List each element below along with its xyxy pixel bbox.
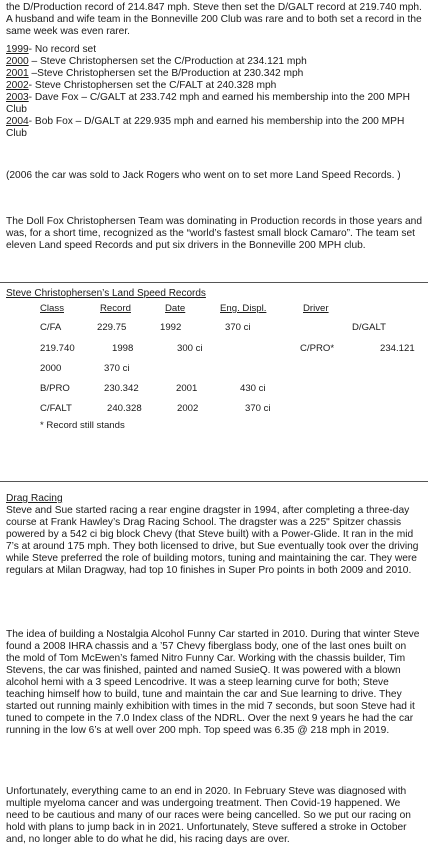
- table-cell: 234.121: [380, 343, 415, 354]
- drag-racing-heading: Drag Racing: [6, 493, 63, 504]
- table-cell: 300 ci: [177, 343, 203, 354]
- year-text: - Steve Christophersen set the C/FALT at 240.328 mph: [28, 80, 277, 91]
- year-label: 2003: [6, 92, 29, 103]
- records-table-title: Steve Christophersen’s Land Speed Records: [6, 288, 206, 299]
- team-text: The Doll Fox Christophersen Team was dominating in Production records in those years and was, for a short time, recognized as the “world’s fastest small block Camaro”. The team set eleven Land speed Records and put six drivers in the Bonneville 200 MPH club.: [6, 216, 423, 251]
- year-entry-1999: [6, 44, 422, 56]
- year-text: - Dave Fox – C/GALT at 233.742 mph and earned his membership into the 200 MPH Club: [6, 92, 410, 115]
- year-entry-2002: [6, 80, 422, 92]
- table-cell: 230.342: [104, 383, 139, 394]
- table-cell: 219.740: [40, 343, 75, 354]
- drag-racing-section: [6, 493, 422, 577]
- table-cell: 2002: [177, 403, 199, 414]
- table-cell: D/GALT: [352, 322, 386, 333]
- intro-paragraph: [6, 2, 422, 38]
- table-cell: 2001: [176, 383, 198, 394]
- sold-note-text: (2006 the car was sold to Jack Rogers who went on to set more Land Speed Records. ): [6, 170, 401, 181]
- table-cell: C/FA: [40, 322, 62, 333]
- year-text: – Steve Christophersen set the C/Production at 234.121 mph: [28, 56, 307, 67]
- funny-car-text: The idea of building a Nostalgia Alcohol Funny Car started in 2010. During that winter Steve found a 2008 IHRA chassis and a ’57 Chevy fiberglass body, one of the last ones built on the mold of Tom McEwen’s famed Nitro Funny Car. Working with the chassis builder, Tim Stevens, the car was finished, painted and named SusieQ. It was powered with a blown alcohol hemi with a 3 speed Lencodrive. It was a steep learning curve for both; Steve teaching himself how to build, tune and maintain the car and Sue learning to drive. They started out running mainly exhibition with times in the mid 7 seconds, but soon Steve had it tuned to compete in the 7.0 Index class of the NDRL. Over the next 9 years he had the car running in the low 6’s at well over 200 mph. Top speed was 6.35 @ 218 mph in 2019.: [6, 629, 420, 736]
- header-date: Date: [165, 303, 186, 314]
- header-driver: Driver: [303, 303, 329, 314]
- year-label: 2002: [6, 80, 29, 91]
- ending-text: Unfortunately, everything came to an end in 2020. In February Steve was diagnosed with multiple myeloma cancer and was undergoing treatment. Then Covid-19 happened. We need to be cautious and many of our races were being cancelled. So we put our racing on hold with plans to jump back in in 2021. Unfortunately, Steve suffered a stroke in October and, no longer able to do what he did, his racing days are over.: [6, 786, 411, 845]
- year-entry-2004: [6, 116, 422, 140]
- funny-car-paragraph: [6, 629, 422, 737]
- sold-note-paragraph: [6, 170, 422, 182]
- year-label: 2004: [6, 116, 29, 127]
- table-cell: 370 ci: [245, 403, 271, 414]
- table-footnote: * Record still stands: [40, 420, 125, 431]
- drag-racing-text: Steve and Sue started racing a rear engine dragster in 1994, after completing a three-day course at Frank Hawley’s Drag Racing School. The dragster was a 225" Spitzer chassis powered by a 542 ci big block Chevy (that Steve built) with a Power-Glide. It ran in the mid 7’s at around 175 mph. They both licensed to drive, but Sue eventually took over the driving while Steve preferred the role of building motors, tuning and maintaining the car. They were regulars at Milan Dragway, had top 10 finishes in Super Pro points in both 2009 and 2010.: [6, 505, 419, 576]
- year-label: 2000: [6, 56, 29, 67]
- header-record: Record: [100, 303, 131, 314]
- year-text: - Bob Fox – D/GALT at 229.935 mph and earned his membership into the 200 MPH Club: [6, 116, 405, 139]
- team-paragraph: [6, 216, 422, 252]
- table-cell: 240.328: [107, 403, 142, 414]
- year-entry-2001: [6, 68, 422, 80]
- year-label: 2001: [6, 68, 29, 79]
- year-entry-2000: [6, 56, 422, 68]
- table-cell: 370 ci: [104, 363, 130, 374]
- year-records-list: [6, 44, 422, 140]
- intro-text: the D/Production record of 214.847 mph. Steve then set the D/GALT record at 219.740 mph. A husband and wife team in the Bonneville 200 Club was rare and to both set a record in the same week was even rarer.: [6, 2, 422, 37]
- table-cell: C/FALT: [40, 403, 72, 414]
- table-cell: 430 ci: [240, 383, 266, 394]
- table-cell: C/PRO*: [300, 343, 335, 354]
- year-text: –Steve Christophersen set the B/Production at 230.342 mph: [28, 68, 304, 79]
- table-cell: 2000: [40, 363, 62, 374]
- table-cell: 1992: [160, 322, 182, 333]
- table-cell: 229.75: [97, 322, 127, 333]
- year-text: - No record set: [28, 44, 97, 55]
- table-cell: 1998: [112, 343, 134, 354]
- section-divider: [0, 282, 428, 283]
- section-divider: [0, 481, 428, 482]
- header-class: Class: [40, 303, 64, 314]
- year-label: 1999: [6, 44, 29, 55]
- year-entry-2003: [6, 92, 422, 116]
- table-cell: B/PRO: [40, 383, 70, 394]
- ending-paragraph: [6, 786, 422, 846]
- header-eng-displ: Eng. Displ.: [220, 303, 267, 314]
- table-cell: 370 ci: [225, 322, 251, 333]
